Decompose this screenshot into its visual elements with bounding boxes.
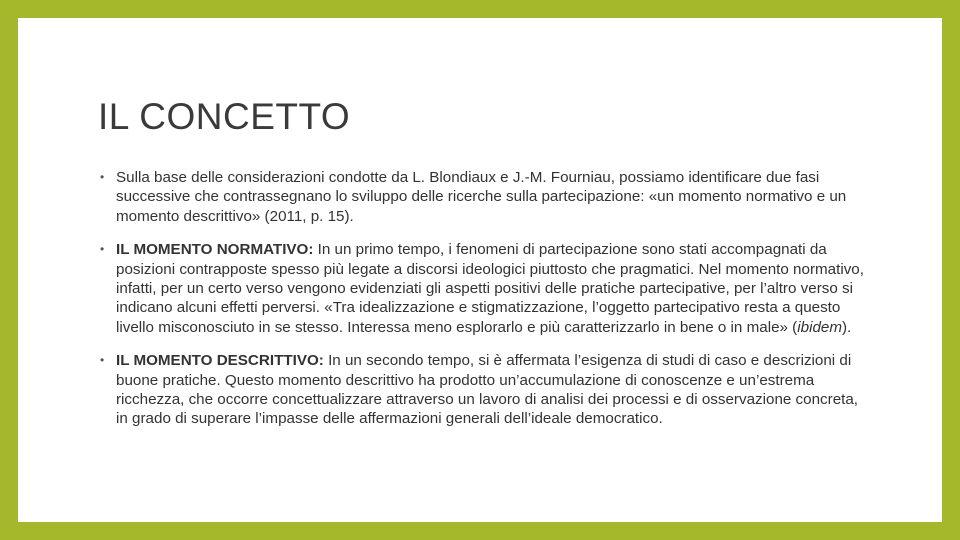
slide [18,18,942,522]
bullet-italic: ibidem [797,318,842,336]
bullet-intro [100,168,870,226]
bullet-text: Sulla base delle considerazioni condotte da L. Blondiaux e J.-M. Fourniau, possiamo identificare due fasi successive che contrassegnano lo sviluppo delle ricerche sulla partecipazione: «un momento normativo e un momento descrittivo» (2011, p. 15). [116,169,847,225]
bullet-heading: IL MOMENTO NORMATIVO: [116,241,314,259]
bullet-tail: ). [842,318,852,336]
bullet-text: In un secondo tempo, si è affermata l’esigenza di studi di caso e descrizioni di buone pratiche. Questo momento descrittivo ha prodotto un’accumulazione di conoscenze e un’estrema ricchezza, che occorre concettualizzare attraverso un lavoro di analisi dei processi e di osservazione concreta, in grado di superare l’impasse delle affermazioni generali dell’ideale democratico. [116,352,859,428]
bullet-heading: IL MOMENTO DESCRITTIVO: [116,352,324,370]
bullet-list [100,168,870,443]
bullet-text: In un primo tempo, i fenomeni di partecipazione sono stati accompagnati da posizioni contrapposte spesso più legate a discorsi ideologici piuttosto che pragmatici. Nel momento normativo, infatti, per un certo verso vengono evidenziati gli aspetti positivi delle pratiche partecipative, per l’altro verso si indicano alcuni effetti perversi. «Tra idealizzazione e stigmatizzazione, l’oggetto partecipativo resta a questo livello misconosciuto in se stesso. Interessa meno esplorarlo e più caratterizzarlo in bene o in male» ( [116,241,864,336]
bullet-momento-normativo [100,240,870,337]
slide-title: IL CONCETTO [98,96,351,137]
bullet-momento-descrittivo [100,351,870,429]
